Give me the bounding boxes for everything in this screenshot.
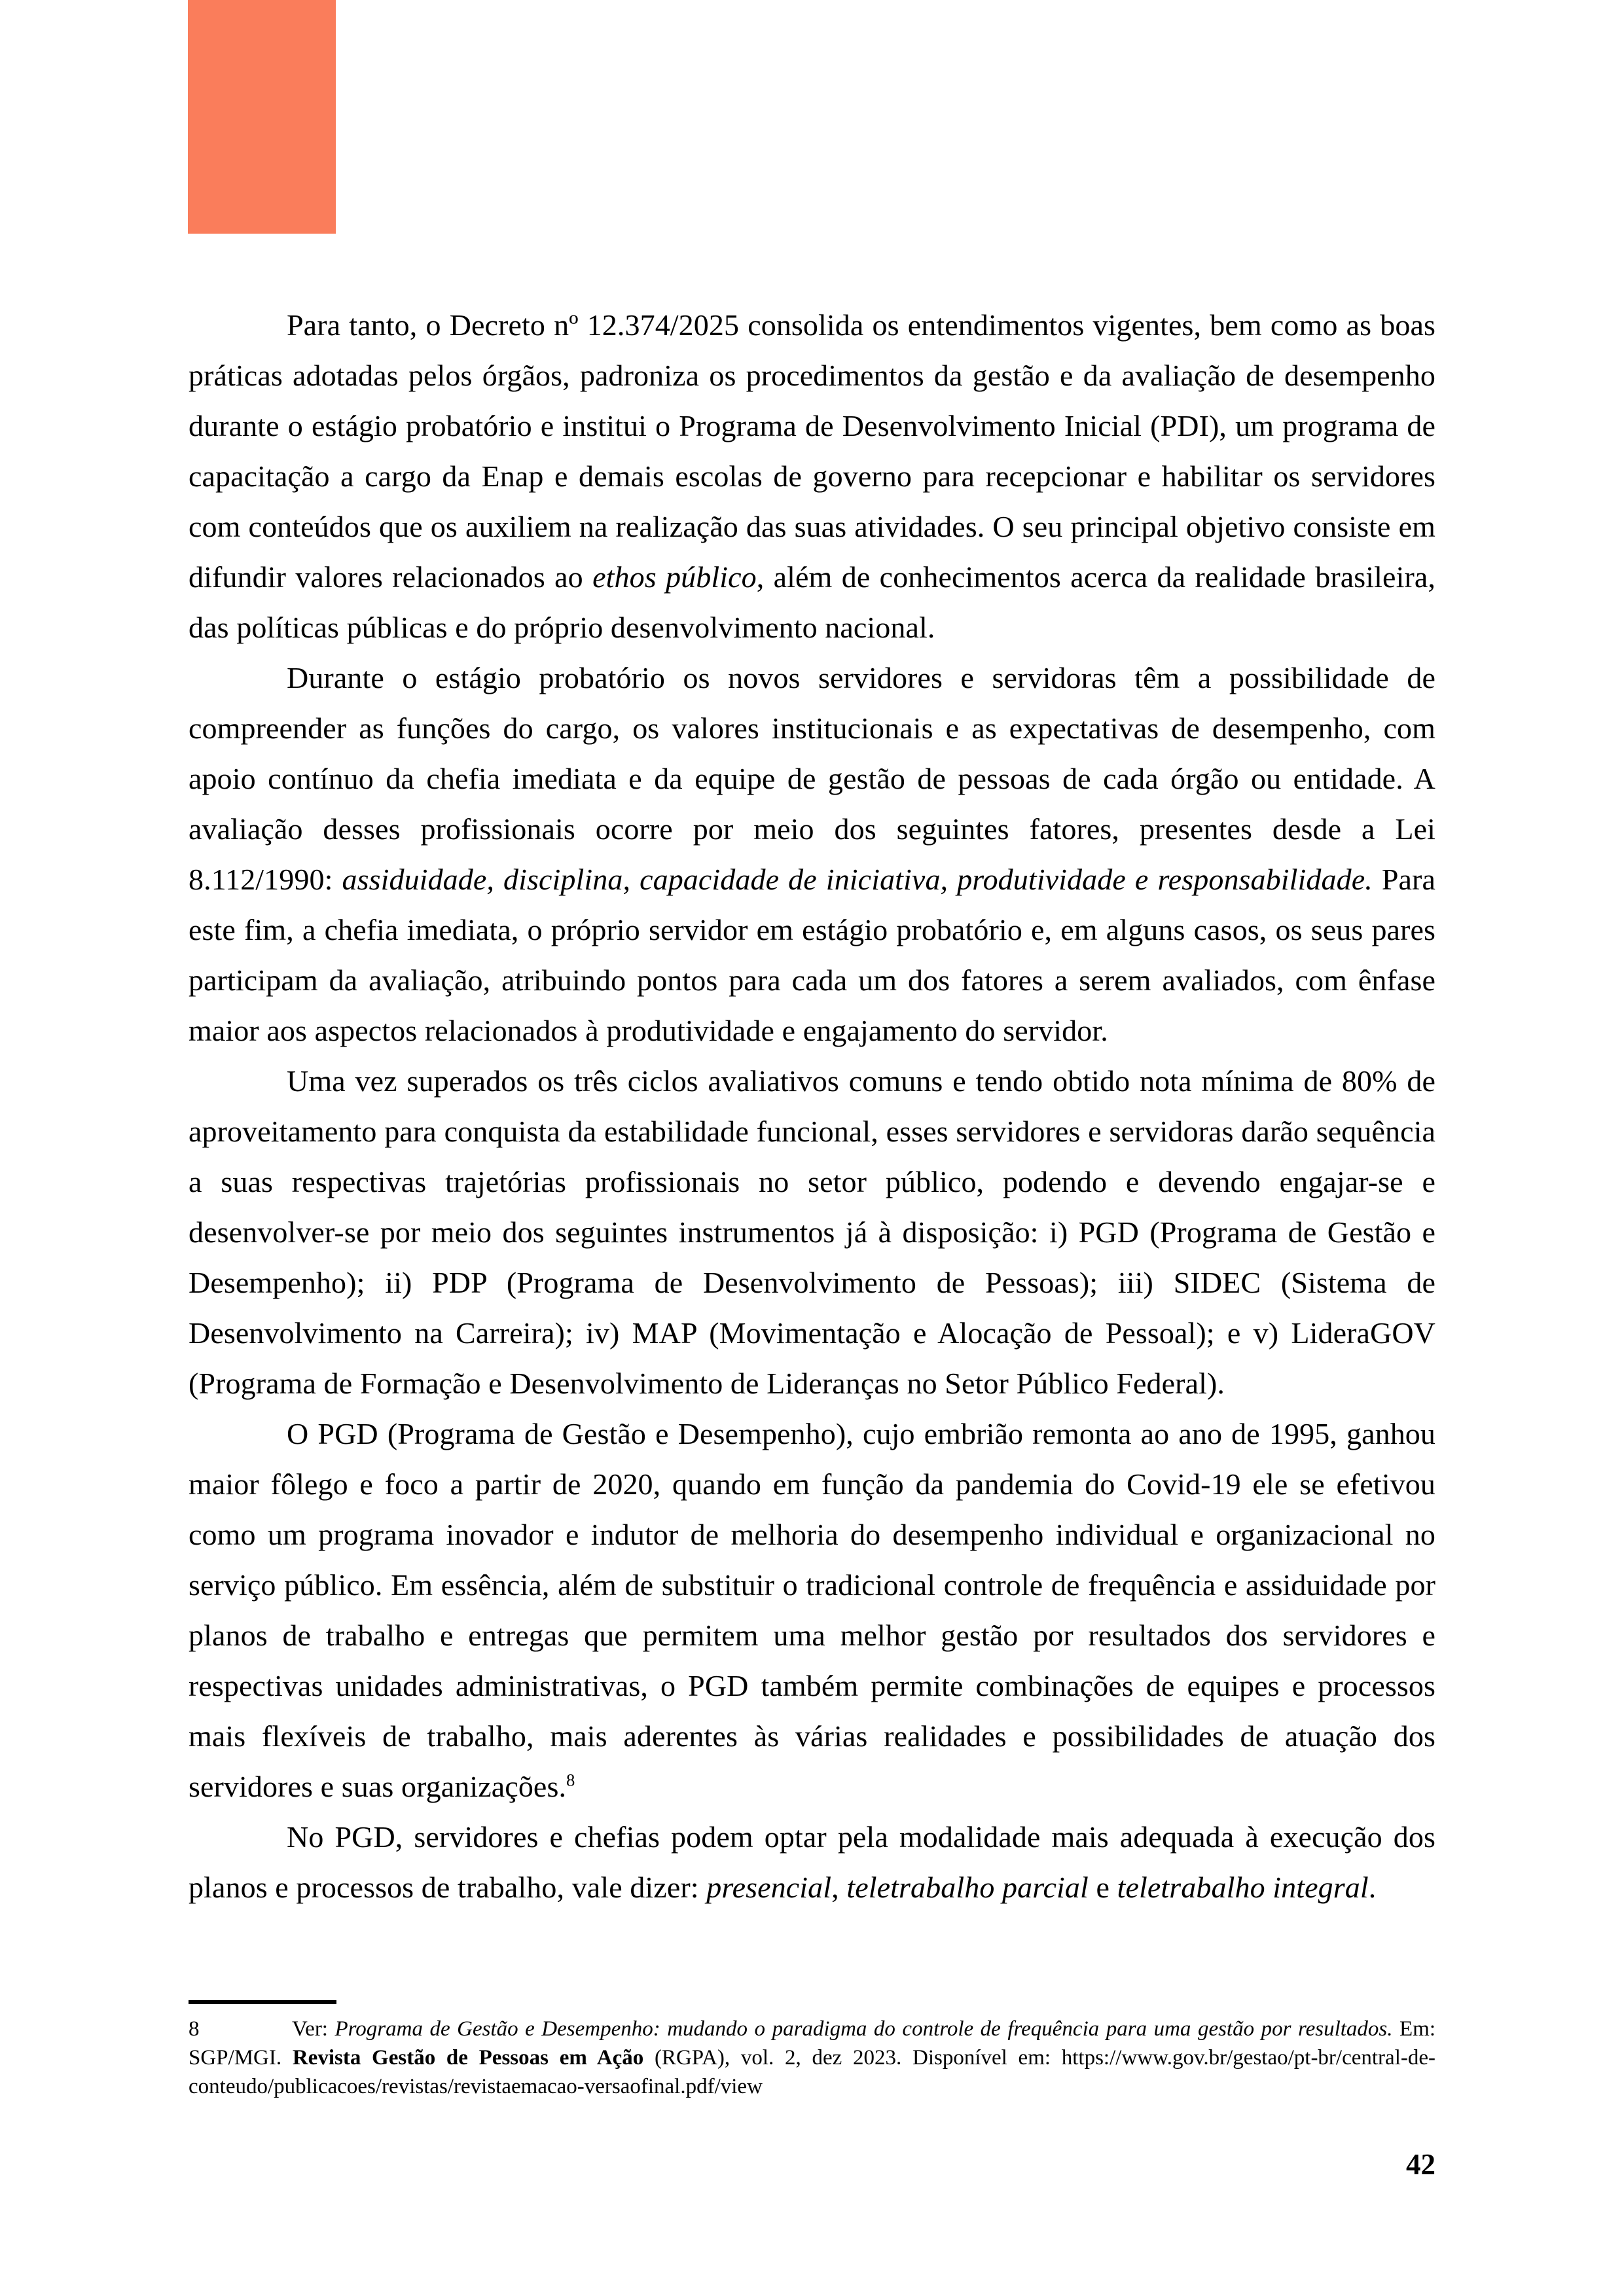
body-paragraph: [189, 300, 1435, 653]
page-number: 42: [1406, 2148, 1435, 2181]
text-segment: presencial: [706, 1871, 832, 1904]
body-paragraph: [189, 1408, 1435, 1812]
text-segment: Revista Gestão de Pessoas em Ação: [292, 2046, 644, 2070]
text-segment: Para tanto, o Decreto nº 12.374/2025 consolida os entendimentos vigentes, bem como as boas práticas adotadas pelos órgãos, padroniza os procedimentos da gestão e da avaliação de desempenho durante o estágio probatório e institui o Programa de Desenvolvimento Inicial (PDI), um programa de capacitação a cargo da Enap e demais escolas de governo para recepcionar e habilitar os servidores com conteúdos que os auxiliem na realização das suas atividades. O seu principal objetivo consiste em difundir valores relacionados ao: [189, 308, 1435, 594]
orange-accent-block: [188, 0, 336, 234]
text-segment: assiduidade, disciplina, capacidade de iniciativa, produtividade e responsabilidade.: [342, 863, 1373, 896]
body-paragraph: [189, 1056, 1435, 1408]
text-segment: Para este fim, a chefia imediata, o próprio servidor em estágio probatório e, em alguns casos, os seus pares participam da avaliação, atribuindo pontos para cada um dos fatores a serem avaliados, com ênfase maior aos aspectos relacionados à produtividade e engajamento do servidor.: [189, 863, 1435, 1047]
text-segment: ethos público: [592, 560, 757, 594]
footnote-marker: 8: [189, 2017, 200, 2041]
text-segment: Ver:: [292, 2017, 335, 2041]
text-segment: Uma vez superados os três ciclos avaliativos comuns e tendo obtido nota mínima de 80% de aproveitamento para conquista da estabilidade funcional, esses servidores e servidoras darão sequência a suas respectivas trajetórias profissionais no setor público, podendo e devendo engajar-se e desenvolver-se por meio dos seguintes instrumentos já à disposição: i) PGD (Programa de Gestão e Desempenho); ii) PDP (Programa de Desenvolvimento de Pessoas); iii) SIDEC (Sistema de Desenvolvimento na Carreira); iv) MAP (Movimentação e Alocação de Pessoal); e v) LideraGOV (Programa de Formação e Desenvolvimento de Lideranças no Setor Público Federal).: [189, 1064, 1435, 1400]
text-segment: (RGPA), vol. 2, dez 2023. Disponível em: https://www.gov.br/gestao/pt-br/central-de-conteudo/publicacoes/revistas/revistaemacao-versaofinal.pdf/view: [189, 2046, 1435, 2098]
text-segment: No PGD, servidores e chefias podem optar pela modalidade mais adequada à execução dos planos e processos de trabalho, vale dizer:: [189, 1820, 1435, 1904]
text-segment: ,: [831, 1871, 847, 1904]
text-segment: .: [1368, 1871, 1377, 1904]
text-segment: Programa de Gestão e Desempenho: mudando o paradigma do controle de frequência para uma gestão por resultados.: [334, 2017, 1393, 2041]
footnote-reference-superscript: 8: [566, 1770, 575, 1790]
text-segment: Durante o estágio probatório os novos servidores e servidoras têm a possibilidade de compreender as funções do cargo, os valores institucionais e as expectativas de desempenho, com apoio contínuo da chefia imediata e da equipe de gestão de pessoas de cada órgão ou entidade. A avaliação desses profissionais ocorre por meio dos seguintes fatores, presentes desde a Lei 8.112/1990:: [189, 661, 1435, 896]
text-segment: Em: SGP/MGI.: [189, 2017, 1436, 2070]
body-text: [189, 300, 1435, 1912]
footnote: [189, 2015, 1435, 2101]
body-paragraph: [189, 1812, 1435, 1912]
text-segment: , além de conhecimentos acerca da realidade brasileira, das políticas públicas e do próprio desenvolvimento nacional.: [189, 560, 1435, 644]
text-segment: teletrabalho parcial: [846, 1871, 1089, 1904]
text-segment: teletrabalho integral: [1117, 1871, 1369, 1904]
footnote-separator-rule: [189, 2000, 336, 2004]
body-paragraph: [189, 653, 1435, 1056]
text-segment: e: [1088, 1871, 1117, 1904]
text-segment: O PGD (Programa de Gestão e Desempenho), cujo embrião remonta ao ano de 1995, ganhou maior fôlego e foco a partir de 2020, quando em função da pandemia do Covid-19 ele se efetivou como um programa inovador e indutor de melhoria do desempenho individual e organizacional no serviço público. Em essência, além de substituir o tradicional controle de frequência e assiduidade por planos de trabalho e entregas que permitem uma melhor gestão por resultados dos servidores e respectivas unidades administrativas, o PGD também permite combinações de equipes e processos mais flexíveis de trabalho, mais aderentes às várias realidades e possibilidades de atuação dos servidores e suas organizações.: [189, 1417, 1435, 1803]
